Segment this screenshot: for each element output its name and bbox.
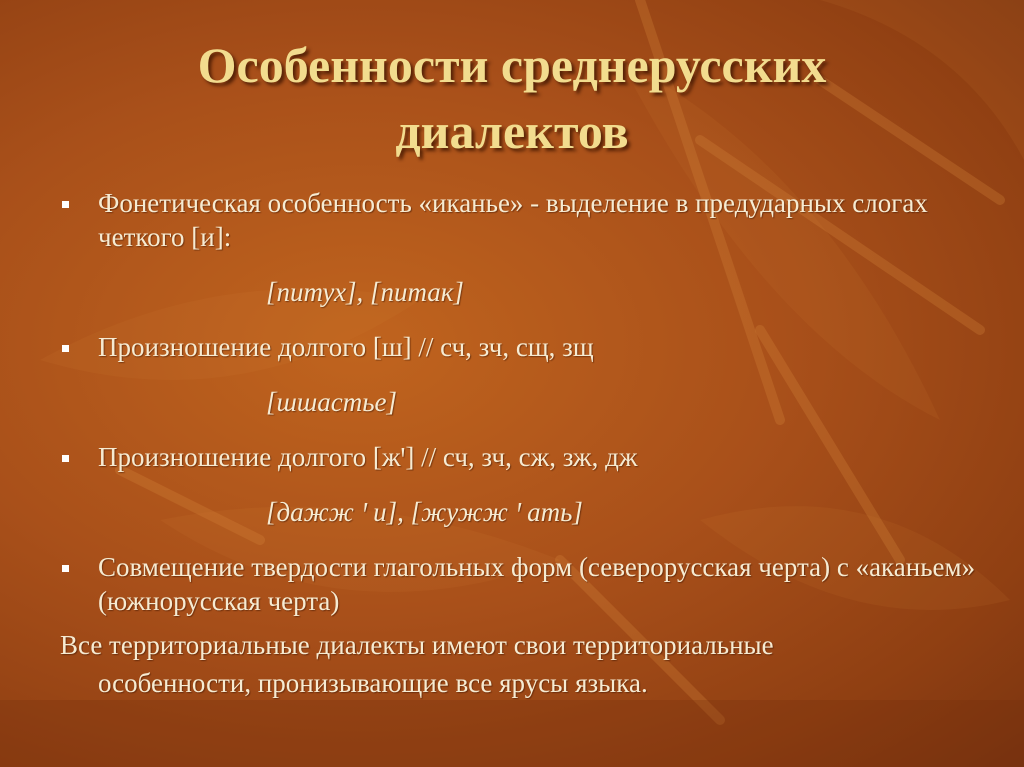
slide-title-line-1: Особенности среднерусских	[197, 37, 827, 93]
bullet-item-long-sh	[60, 330, 990, 364]
closing-line-2: особенности, пронизывающие все ярусы языка.	[98, 668, 648, 698]
bullet-text: Произношение долгого [ш] // сч, зч, сщ, зщ	[98, 332, 594, 362]
closing-line-1: Все территориальные диалекты имеют свои территориальные	[60, 630, 774, 660]
square-bullet-icon	[62, 565, 69, 572]
slide-title	[0, 32, 1024, 164]
bullet-item-verb-forms	[60, 550, 990, 618]
bullet-text: Произношение долгого [жꞌ] // сч, зч, сж, зж, дж	[98, 442, 638, 472]
square-bullet-icon	[62, 201, 69, 208]
example-long-zh: [дажж ꞌ и], [жужж ꞌ ать]	[266, 497, 583, 527]
square-bullet-icon	[62, 455, 69, 462]
slide-title-line-2: диалектов	[395, 103, 629, 159]
bullet-text: Совмещение твердости глагольных форм (северорусская черта) с «аканьем» (южнорусская черта)	[98, 552, 976, 616]
bullet-item-ikanye	[60, 186, 990, 254]
closing-paragraph	[60, 626, 960, 702]
bullet-item-long-zh	[60, 440, 990, 474]
example-long-sh: [шшастье]	[266, 387, 398, 417]
square-bullet-icon	[62, 345, 69, 352]
example-ikanye: [питух], [питак]	[266, 277, 464, 307]
bullet-text: Фонетическая особенность «иканье» - выделение в предударных слогах четкого [и]:	[98, 188, 928, 252]
bullet-list	[60, 186, 990, 618]
